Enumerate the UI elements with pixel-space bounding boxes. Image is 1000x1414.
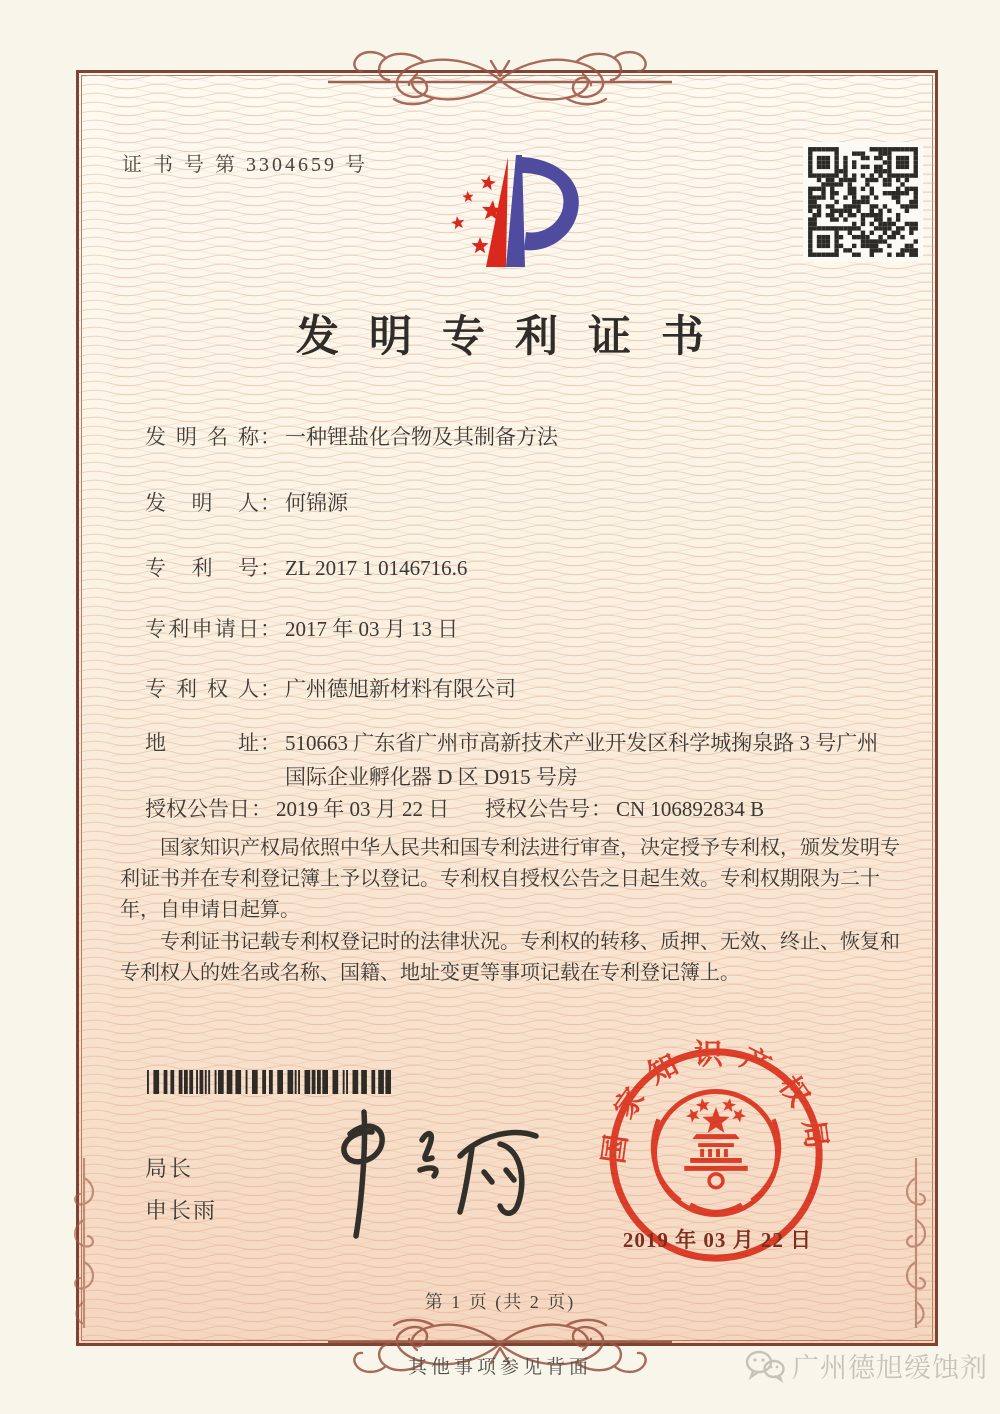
field-address: 地址： 510663 广东省广州市高新技术产业开发区科学城掬泉路 3 号广州国际企业孵化器 D 区 D915 号房 (145, 726, 900, 794)
wechat-watermark (744, 1346, 988, 1385)
director-block (145, 1148, 217, 1232)
cnipa-logo (432, 143, 592, 293)
field-patent-number: 专利号： ZL 2017 1 0146716.6 (145, 551, 900, 585)
field-invention-name: 发明名称： 一种锂盐化合物及其制备方法 (145, 420, 900, 454)
field-value: 广州德旭新材料有限公司 (285, 677, 516, 701)
back-note: 其他事项参见背面 (407, 1357, 592, 1378)
grant-no-label: 授权公告号 (485, 797, 590, 821)
seal-date: 2019 年 03 月 22 日 (622, 1228, 813, 1252)
field-value: 510663 广东省广州市高新技术产业开发区科学城掬泉路 3 号广州国际企业孵化器 D 区 D915 号房 (285, 731, 879, 789)
field-label: 发明人 (145, 491, 259, 515)
seal-national-emblem (653, 1092, 779, 1215)
field-value: ZL 2017 1 0146716.6 (285, 556, 468, 580)
signature-script (292, 1104, 548, 1244)
field-label: 专利申请日 (145, 617, 259, 641)
page-indicator: 第 1 页 (共 2 页) (424, 1292, 576, 1312)
legal-paragraph-1: 国家知识产权局依照中华人民共和国专利法进行审查，决定授予专利权，颁发发明专利证书并在专利登记簿上予以登记。专利权自授权公告之日起生效。专利权期限为二十年，自申请日起算。 (120, 837, 900, 921)
barcode (145, 1070, 391, 1094)
wechat-icon (744, 1349, 786, 1383)
flourish-ornament-top (328, 46, 672, 112)
field-value: 2017 年 03 月 13 日 (285, 617, 459, 641)
field-grant-row: 授权公告日： 2019 年 03 月 22 日 授权公告号： CN 106892834 B (145, 792, 900, 826)
field-value: 一种锂盐化合物及其制备方法 (285, 425, 558, 449)
watermark-text: 广州德旭缓蚀剂 (792, 1353, 988, 1383)
grant-date-value: 2019 年 03 月 22 日 (276, 797, 450, 821)
legal-paragraph-2: 专利证书记载专利权登记时的法律状况。专利权的转移、质押、无效、终止、恢复和专利权人的姓名或名称、国籍、地址变更等事项记载在专利登记簿上。 (120, 931, 900, 984)
certificate-number: 证 书 号 第 3304659 号 (122, 154, 368, 176)
field-inventor: 发明人： 何锦源 (145, 486, 900, 520)
field-value: 何锦源 (285, 491, 348, 515)
certificate-title: 发明专利证书 (296, 314, 734, 361)
field-label: 发明名称 (145, 425, 259, 449)
field-filing-date: 专利申请日： 2017 年 03 月 13 日 (145, 612, 900, 646)
director-name: 申长雨 (145, 1198, 218, 1223)
legal-text-block (120, 833, 912, 990)
director-title: 局长 (145, 1156, 194, 1181)
field-patentee: 专利权人： 广州德旭新材料有限公司 (145, 672, 900, 706)
field-label: 地址 (145, 731, 259, 755)
seal-ring-text: 国家知识产权局 (597, 1039, 835, 1166)
qr-code (803, 142, 923, 262)
field-label: 专利权人 (145, 677, 259, 701)
grant-no-pair: 授权公告号： CN 106892834 B (485, 797, 765, 821)
grant-no-value: CN 106892834 B (616, 797, 765, 821)
grant-date-label: 授权公告日 (145, 797, 250, 821)
field-label: 专利号 (145, 556, 259, 580)
logo-blue-bowl (521, 157, 579, 250)
